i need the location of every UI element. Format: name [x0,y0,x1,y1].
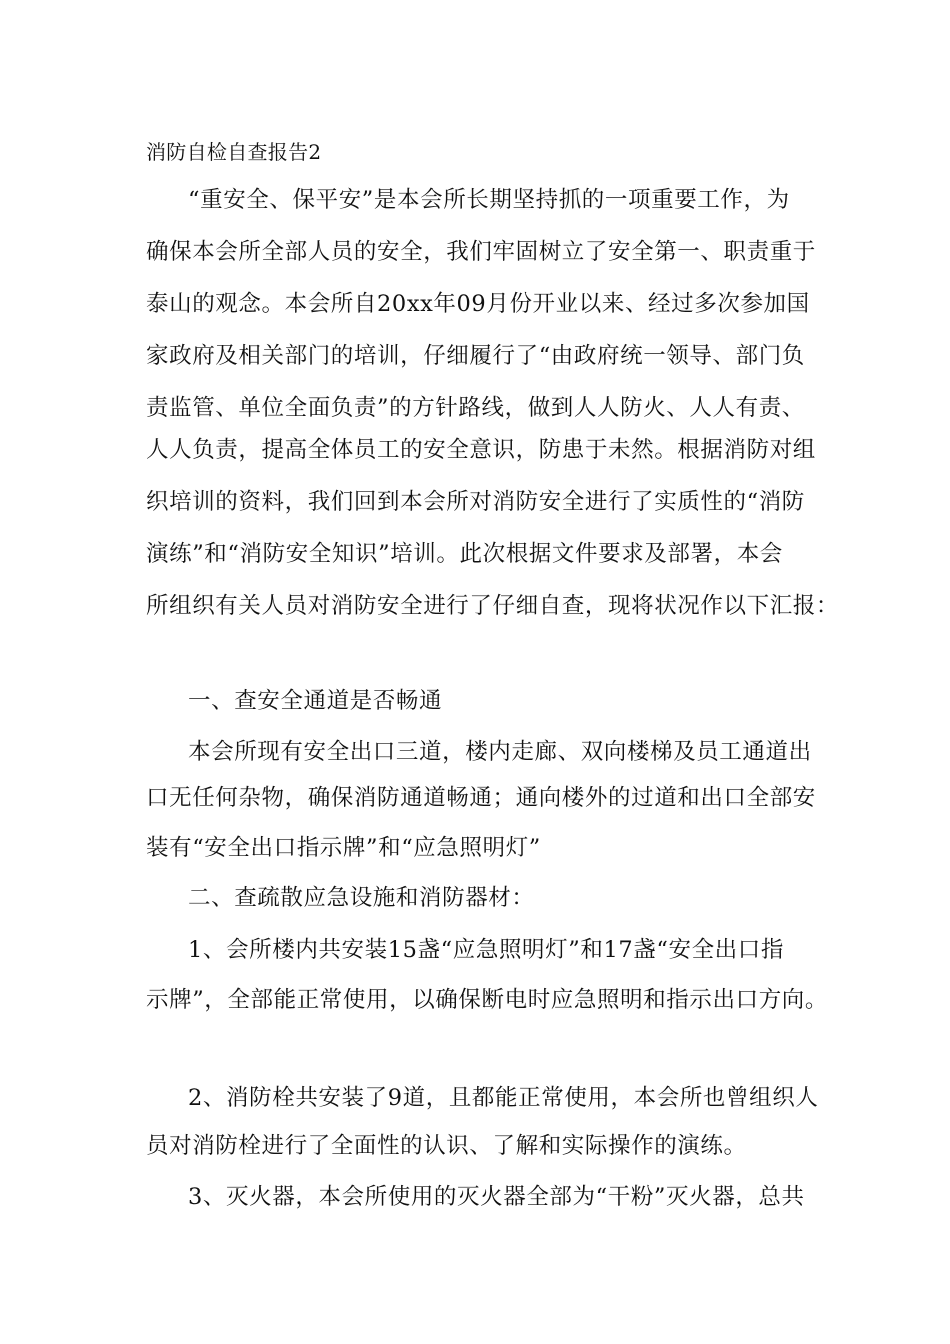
intro-line-3: 泰山的观念。本会所自20xx年09月份开业以来、经过多次参加国 [146,291,810,317]
item2-line-1: 2、消防栓共安装了9道，且都能正常使用，本会所也曾组织人 [188,1085,819,1111]
intro-line-4: 家政府及相关部门的培训，仔细履行了“由政府统一领导、部门负 [146,343,805,369]
intro-line-1: “重安全、保平安”是本会所长期坚持抓的一项重要工作，为 [188,187,790,213]
section1-heading: 一、查安全通道是否畅通 [188,688,443,714]
document-title: 消防自检自查报告2 [146,140,322,164]
intro-line-2: 确保本会所全部人员的安全，我们牢固树立了安全第一、职责重于 [146,239,816,265]
section1-line-1: 本会所现有安全出口三道，楼内走廊、双向楼梯及员工通道出 [188,739,812,765]
item2-line-2: 员对消防栓进行了全面性的认识、了解和实际操作的演练。 [146,1133,747,1159]
intro-line-9: 所组织有关人员对消防安全进行了仔细自查，现将状况作以下汇报： [146,593,840,619]
item3-line-1: 3、灭火器，本会所使用的灭火器全部为“干粉”灭火器，总共 [188,1184,805,1210]
section1-line-3: 装有“安全出口指示牌”和“应急照明灯” [146,835,541,861]
item1-line-1: 1、会所楼内共安装15盏“应急照明灯”和17盏“安全出口指 [188,937,784,963]
intro-line-7: 织培训的资料，我们回到本会所对消防安全进行了实质性的“消防 [146,489,805,515]
item1-line-2: 示牌”，全部能正常使用，以确保断电时应急照明和指示出口方向。 [146,987,829,1013]
section2-heading: 二、查疏散应急设施和消防器材： [188,885,535,911]
section1-line-2: 口无任何杂物，确保消防通道畅通；通向楼外的过道和出口全部安 [146,785,816,811]
intro-line-6: 人人负责，提高全体员工的安全意识，防患于未然。根据消防对组 [146,437,816,463]
intro-line-5: 责监管、单位全面负责”的方针路线，做到人人防火、人人有责、 [146,395,805,421]
intro-line-8: 演练”和“消防安全知识”培训。此次根据文件要求及部署，本会 [146,541,783,567]
